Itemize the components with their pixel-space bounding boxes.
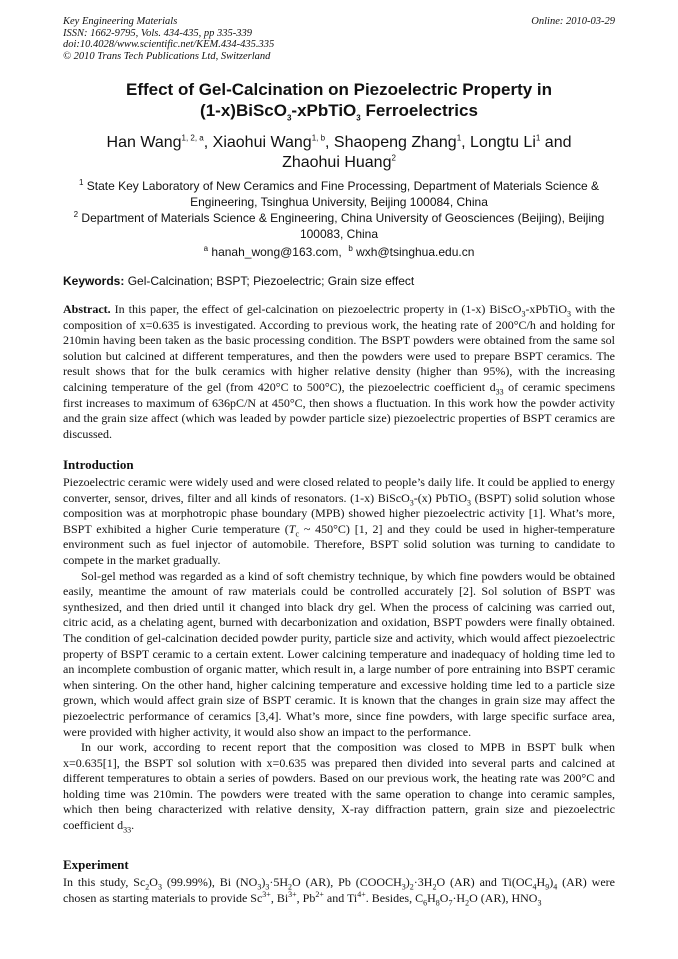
keywords-text: Gel-Calcination; BSPT; Piezoelectric; Grain size effect — [124, 274, 415, 288]
experiment-paragraph-1: In this study, $Sc_2O_3$ (99.99%), Bi $(NO_3)_3\cdot 5H_2O$ (AR), Pb $(COOCH_3)_2\cdot 3H_2O$ (AR) and $Ti(OC_4H_9)_4$ (AR) were chosen as starting materials to provide $Sc^{3+}$, $Bi^{3+}$, $Pb^{2+}$ and $Ti^{4+}$. Besides, $C_6H_8O_7\cdot H_2O$ (AR), $HNO_3$ — [63, 875, 615, 907]
introduction-body — [63, 475, 615, 834]
doi-line: doi:10.4028/www.scientific.net/KEM.434-435.335 — [63, 39, 275, 50]
experiment-body — [63, 875, 615, 906]
journal-name: Key Engineering Materials — [63, 16, 178, 27]
abstract-label: Abstract. — [63, 302, 111, 316]
issn-line: ISSN: 1662-9795, Vols. 434-435, pp 335-339 — [63, 27, 252, 39]
author-line-1: Han Wang$^{1, 2, a}$, Xiaohui Wang$^{1, b}$, Shaopeng Zhang$^1$, Longtu Li$^1$ and — [106, 133, 572, 151]
intro-paragraph-1: Piezoelectric ceramic were widely used and were closed related to people’s daily life. It could be applied to energy converter, sensor, drives, filter and all kinds of resonators. (1-x) BiScO$_3$-(x) PbTiO$_3$ (BSPT) solid solution whose composition was at morphotropic phase boundary (MPB) showed higher piezoelectric activity [1]. What’s more, BSPT exhibited a higher Curie temperature ($T_c$ ~ 450°C) [1, 2] and they could be used in higher-temperature environment such as fuel injector of automobile. Therefore, BSPT solid solution was turning to candidate to compete in the market gradually. — [63, 475, 616, 567]
author-line-2: Zhaohui Huang$^2$ — [282, 153, 396, 171]
author-emails: $^a$ hanah_wong@163.com, $^b$ wxh@tsinghua.edu.cn — [203, 244, 475, 259]
introduction-heading: Introduction — [63, 457, 134, 472]
title-line-1: Effect of Gel-Calcination on Piezoelectric Property in — [125, 80, 553, 99]
affiliation-1: $^1$ State Key Laboratory of New Ceramics and Fine Processing, Department of Materials Science & Engineering, Tsinghua University, Beijing 100084, China — [78, 178, 600, 209]
keywords — [63, 274, 615, 288]
intro-paragraph-2: Sol-gel method was regarded as a kind of soft chemistry technique, by which fine powders would be obtained easily, meantime the amount of raw materials could be controlled accurately [2]. Sol solution of BSPT was synthesized, and then dried until it changed into black dry gel. When the process of calcining was carried out, citric acid, as a chelating agent, burned with decarbonization and oxidation, BSPT powders were finally obtained. The condition of gel-calcination decided powder purity, particle size and activity, which would affect piezoelectric property of BSPT ceramic to a certain extent. Lower calcining temperature and inadequacy of holding time led to an incomplete combustion of organic matter, which result in, a large number of pore entraining into BSPT ceramic when sintering. On the other hand, higher calcining temperature and excessive holding time led to a particle size grown, which would affect grain size of BSPT ceramic. It is known that the changes in grain size may affect the piezoelectric performance of ceramics [3,4]. What’s more, since fine powders, with large specific surface area, were provided with higher activity, it would also show an impact to the performance. — [63, 568, 615, 739]
copyright-line: © 2010 Trans Tech Publications Ltd, Switzerland — [63, 50, 271, 62]
intro-paragraph-3: In our work, according to recent report that the composition was closed to MPB in BSPT bulk when x=0.635[1], the BSPT sol solution with x=0.635 was prepared then divided into several parts and calcined at different temperatures to obtain a series of powders. Based on our previous work, the heating rate was 200°C and holding time was 210min. The powders were treated with the same operation to change into ceramic samples, which then being characterized with relative density, X-ray diffraction pattern, grain size and piezoelectric coefficient $d_{33}$. — [63, 740, 615, 835]
running-header — [63, 16, 615, 62]
keywords-label: Keywords: — [63, 274, 125, 288]
experiment-heading: Experiment — [63, 857, 129, 872]
affiliation-2: $^2$ Department of Materials Science & Engineering, China University of Geosciences (Beijing), Beijing 100083, China — [73, 210, 605, 241]
abstract: Abstract. In this paper, the effect of gel-calcination on piezoelectric property in (1-x) BiScO$_3$-xPbTiO$_3$ with the composition of x=0.635 is investigated. According to previous work, the heating rate of 200°C/h and holding for 210min having been taken as the basic processing condition. The BSPT powders were obtained from the same sol solution but calcined at different temperatures, and then the powders were used to prepare BSPT ceramics. The result shows that for the bulk ceramics with higher relative density (higher than 95%), with the increasing calcining temperature of the gel (from 420°C to 500°C), the piezoelectric coefficient $d_{33}$ of ceramic specimens first increases to maximum of 636pC/N at 450°C, then shows a fluctuation. In this work how the powder activity and the grain size affect (which was leaded by powder particle size) piezoelectric properties of BSPT ceramics are discussed. — [63, 302, 616, 441]
title-line-2: (1-x)BiScO$_3$-xPbTiO$_3$ Ferroelectrics — [200, 101, 478, 123]
author-list — [63, 133, 615, 173]
paper-title — [63, 79, 615, 121]
online-date: Online: 2010-03-29 — [531, 16, 615, 27]
